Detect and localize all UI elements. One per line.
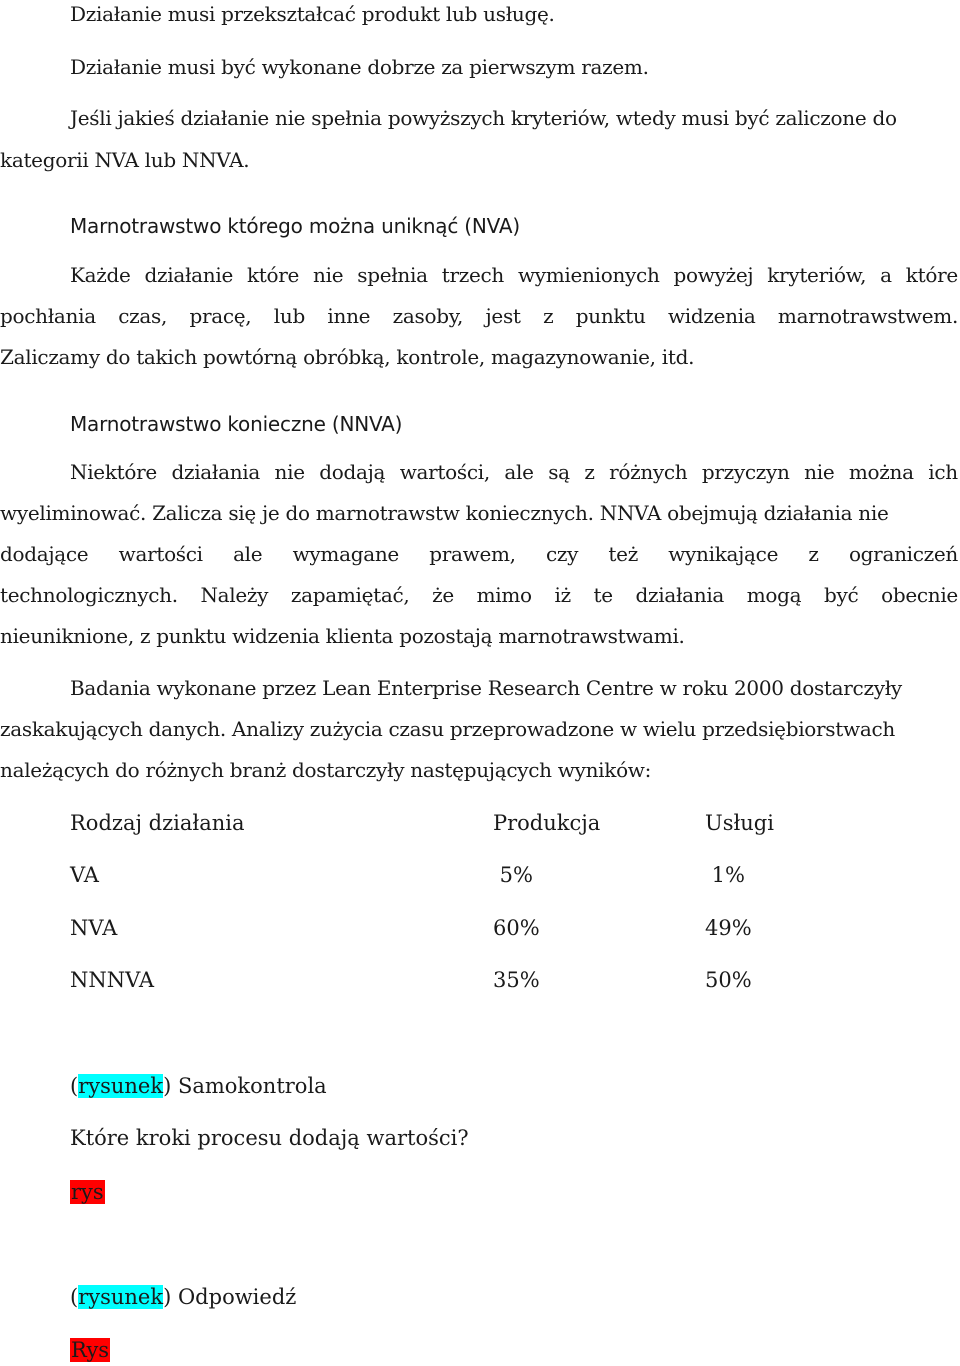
word: różnych: [609, 460, 688, 484]
word: dodające: [0, 542, 89, 566]
table-header-activity: Rodzaj działania: [70, 811, 245, 835]
nva-paragraph-line-3: Zaliczamy do takich powtórną obróbką, kontrole, magazynowanie, itd.: [0, 345, 695, 369]
word: ich: [928, 460, 958, 484]
criteria-line-3: Jeśli jakieś działanie nie spełnia powyższych kryteriów, wtedy musi być zaliczone do: [70, 106, 897, 130]
word: które: [905, 263, 958, 287]
word: są: [548, 460, 570, 484]
word: powyżej: [673, 263, 754, 287]
word: działania: [635, 583, 725, 607]
word: z: [584, 460, 595, 484]
word: obecnie: [881, 583, 958, 607]
word: wymagane: [292, 542, 399, 566]
answer-label: ) Odpowiedź: [163, 1285, 297, 1309]
word: te: [593, 583, 613, 607]
nnva-paragraph-line-5: nieuniknione, z punktu widzenia klienta pozostają marnotrawstwami.: [0, 624, 685, 648]
word: z: [543, 304, 554, 328]
word: nie: [274, 460, 305, 484]
word: przyczyn: [701, 460, 790, 484]
word: wartości: [118, 542, 203, 566]
table-cell-nva-production: 60%: [493, 916, 540, 940]
word: Niektóre: [70, 460, 157, 484]
word: czy: [546, 542, 579, 566]
table-cell-va-services: 1%: [705, 863, 745, 887]
table-cell-nva-label: NVA: [70, 916, 118, 940]
word: można: [848, 460, 914, 484]
word: dodają: [319, 460, 386, 484]
word: wymienionych: [517, 263, 660, 287]
nnva-paragraph-line-1: [70, 458, 958, 486]
nva-heading: Marnotrawstwo którego można uniknąć (NVA): [70, 214, 520, 238]
selfcheck-open-paren: (: [70, 1074, 79, 1098]
table-cell-nnva-label: NNNVA: [70, 968, 155, 992]
word: ograniczeń: [848, 542, 958, 566]
table-cell-nnva-services: 50%: [705, 968, 752, 992]
answer-open-paren: (: [70, 1285, 79, 1309]
word: pracę,: [189, 304, 252, 328]
research-line-1: Badania wykonane przez Lean Enterprise Research Centre w roku 2000 dostarczyły: [70, 676, 902, 700]
selfcheck-question: Które kroki procesu dodają wartości?: [70, 1126, 469, 1150]
word: nie: [313, 263, 344, 287]
nnva-paragraph-line-3: [0, 540, 958, 568]
nnva-paragraph-line-2: wyeliminować. Zalicza się je do marnotrawstw koniecznych. NNVA obejmują działania nie: [0, 501, 889, 525]
selfcheck-label: ) Samokontrola: [163, 1074, 327, 1098]
word: pochłania: [0, 304, 96, 328]
word: działanie: [144, 263, 233, 287]
answer-caption: [70, 1283, 296, 1311]
selfcheck-figure-tag: rysunek: [78, 1074, 164, 1098]
word: które: [246, 263, 300, 287]
word: jest: [485, 304, 521, 328]
table-header-production: Produkcja: [493, 811, 601, 835]
word: Należy: [200, 583, 269, 607]
table-cell-nnva-production: 35%: [493, 968, 540, 992]
word: trzech: [441, 263, 504, 287]
table-cell-va-production: 5%: [493, 863, 533, 887]
table-cell-va-label: VA: [70, 863, 99, 887]
word: prawem,: [429, 542, 516, 566]
word: też: [608, 542, 638, 566]
nnva-paragraph-line-4: [0, 581, 958, 609]
selfcheck-figure-placeholder: [70, 1178, 105, 1206]
research-line-2: zaskakujących danych. Analizy zużycia czasu przeprowadzone w wielu przedsiębiorstwach: [0, 717, 895, 741]
word: marnotrawstwem.: [777, 304, 958, 328]
word: ale: [504, 460, 534, 484]
answer-figure-placeholder: [70, 1336, 110, 1364]
word: z: [808, 542, 819, 566]
word: czas,: [118, 304, 168, 328]
word: działania: [171, 460, 261, 484]
word: lub: [273, 304, 305, 328]
word: spełnia: [357, 263, 428, 287]
word: że: [432, 583, 454, 607]
nnva-heading: Marnotrawstwo konieczne (NNVA): [70, 412, 403, 436]
nva-paragraph-line-1: [70, 261, 958, 289]
selfcheck-caption: [70, 1072, 327, 1100]
answer-figure-tag: rysunek: [78, 1285, 164, 1309]
word: mimo: [476, 583, 532, 607]
word: być: [823, 583, 859, 607]
word: kryteriów,: [767, 263, 867, 287]
word: technologicznych.: [0, 583, 178, 607]
criteria-line-2: Działanie musi być wykonane dobrze za pierwszym razem.: [70, 55, 649, 79]
criteria-line-3-continued: kategorii NVA lub NNVA.: [0, 148, 250, 172]
word: iż: [554, 583, 571, 607]
word: wartości,: [399, 460, 490, 484]
word: widzenia: [667, 304, 756, 328]
word: inne: [327, 304, 371, 328]
word: mogą: [746, 583, 802, 607]
word: ale: [233, 542, 263, 566]
answer-placeholder-text: Rys: [71, 1338, 110, 1362]
research-line-3: należących do różnych branż dostarczyły następujących wyników:: [0, 758, 652, 782]
criteria-line-1: Działanie musi przekształcać produkt lub usługę.: [70, 2, 555, 26]
word: wynikające: [668, 542, 779, 566]
table-cell-nva-services: 49%: [705, 916, 752, 940]
word: nie: [804, 460, 835, 484]
selfcheck-placeholder-text: rys: [71, 1180, 104, 1204]
word: Każde: [70, 263, 131, 287]
word: a: [880, 263, 892, 287]
word: zapamiętać,: [290, 583, 410, 607]
word: punktu: [575, 304, 646, 328]
nva-paragraph-line-2: [0, 302, 958, 330]
table-header-services: Usługi: [705, 811, 774, 835]
word: zasoby,: [392, 304, 464, 328]
